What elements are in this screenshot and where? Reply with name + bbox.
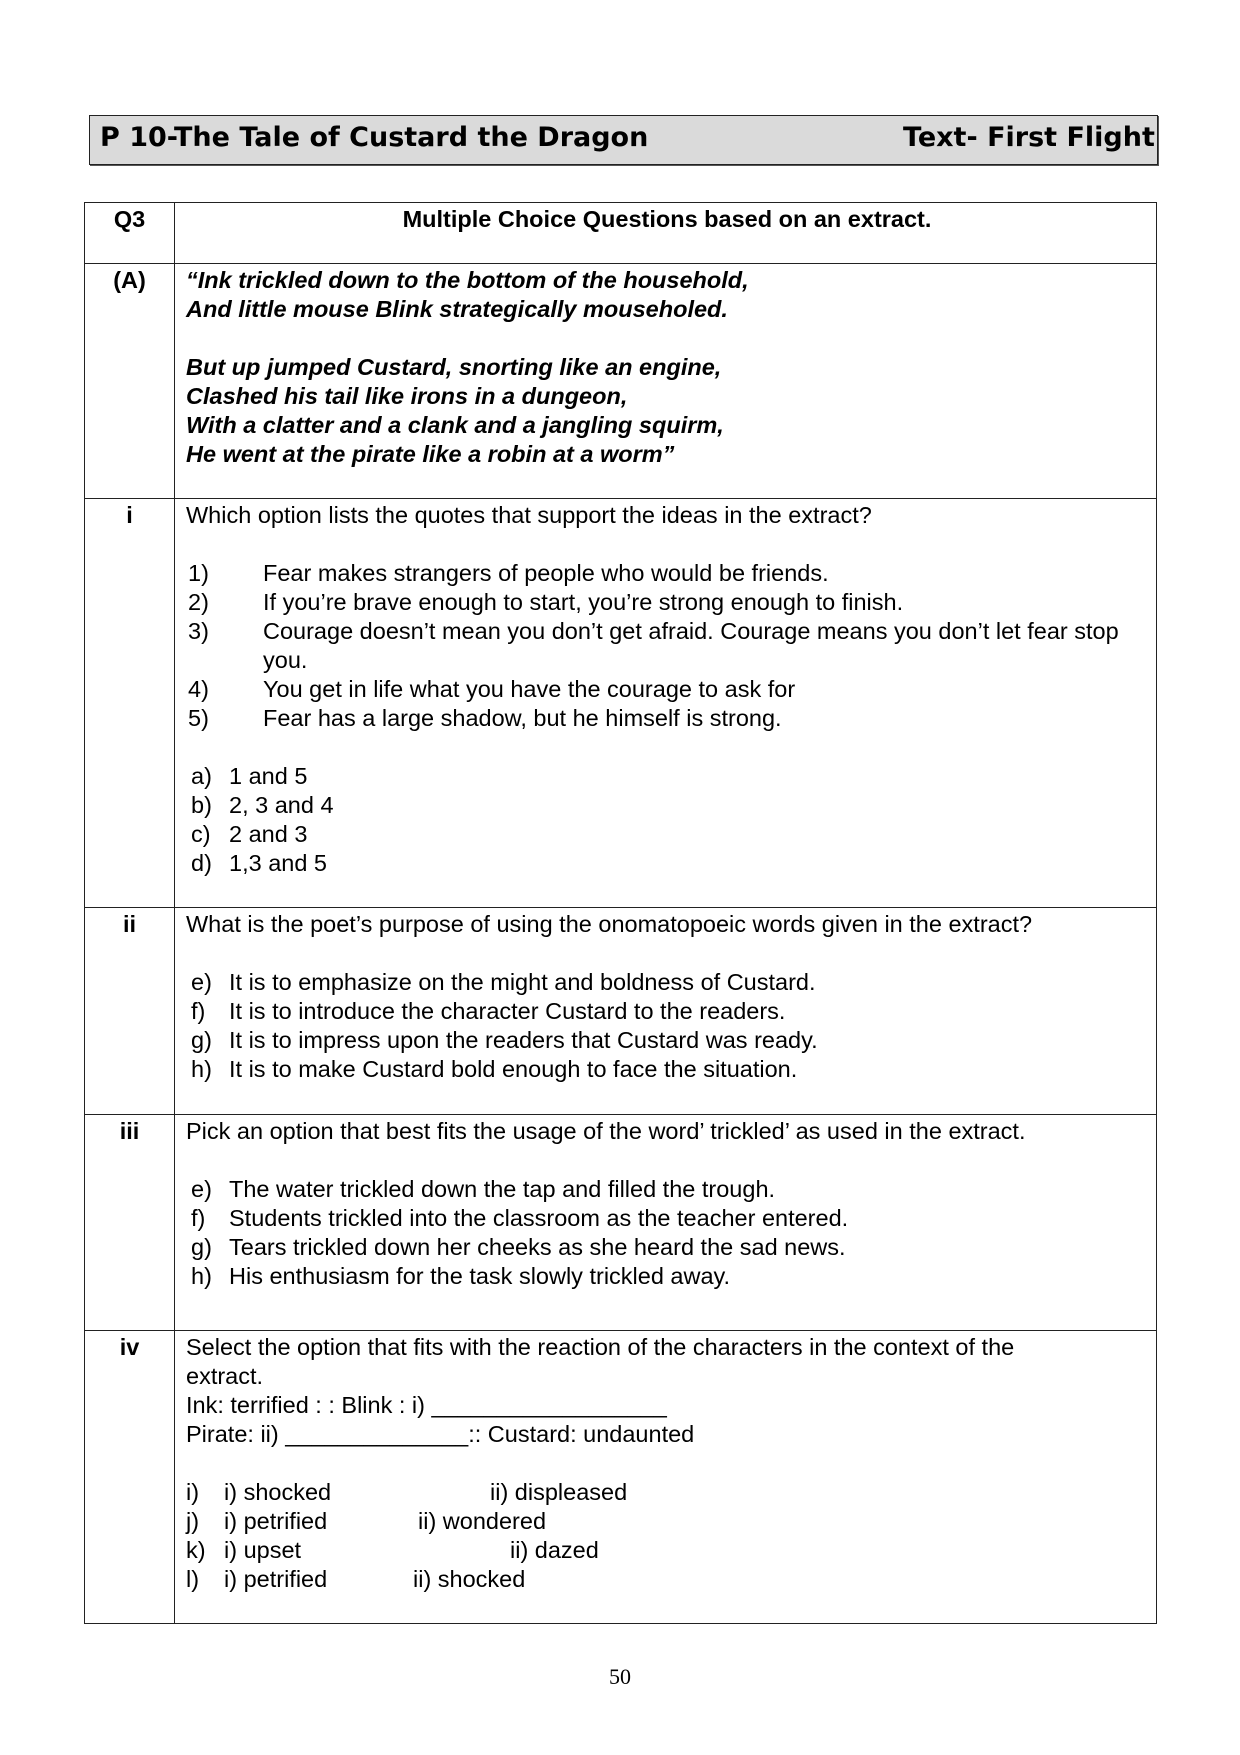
option-text: It is to make Custard bold enough to face the situation. [229, 1056, 798, 1082]
table-row [85, 1115, 1157, 1331]
option-letter: e) [191, 969, 212, 995]
analogy-line: Pirate: ii) ______________:: Custard: undaunted [186, 1421, 695, 1447]
answer-option[interactable] [191, 849, 1148, 878]
option-text: 2 and 3 [229, 821, 308, 847]
quote-text: If you’re brave enough to start, you’re strong enough to finish. [263, 589, 904, 615]
option-first: i) petrified [224, 1508, 328, 1534]
option-second: ii) displeased [490, 1479, 628, 1505]
answer-option[interactable] [191, 820, 1148, 849]
option-first: i) shocked [224, 1479, 332, 1505]
quote-number: 1) [188, 560, 209, 586]
table-row [85, 908, 1157, 1115]
answer-option[interactable] [191, 1233, 1148, 1262]
list-item [188, 559, 1148, 588]
quote-text: You get in life what you have the courage to ask for [263, 676, 796, 702]
answer-options [186, 968, 1148, 1084]
option-text: His enthusiasm for the task slowly trickled away. [229, 1263, 731, 1289]
answer-option[interactable] [191, 1175, 1148, 1204]
answer-option[interactable] [186, 1536, 1148, 1565]
list-item [188, 704, 1148, 733]
quote-number: 5) [188, 705, 209, 731]
option-letter: g) [191, 1234, 212, 1260]
page-number: 50 [609, 1664, 631, 1689]
answer-option[interactable] [191, 1262, 1148, 1291]
answer-option[interactable] [186, 1478, 1148, 1507]
table-row [85, 499, 1157, 908]
question-prompt: Which option lists the quotes that support the ideas in the extract? [186, 502, 872, 528]
option-letter: l) [186, 1566, 200, 1592]
question-body [175, 908, 1157, 1115]
option-letter: i) [186, 1479, 200, 1505]
option-letter: d) [191, 850, 212, 876]
answer-option[interactable] [191, 762, 1148, 791]
question-body [175, 1115, 1157, 1331]
option-text: 1,3 and 5 [229, 850, 328, 876]
analogy-line: Ink: terrified : : Blink : i) __________________ [186, 1392, 667, 1418]
answer-option[interactable] [191, 791, 1148, 820]
chapter-header [89, 115, 1158, 165]
question-number: iv [85, 1331, 175, 1624]
extract-line: “Ink trickled down to the bottom of the household, [186, 267, 749, 293]
option-letter: h) [191, 1056, 212, 1082]
answer-option[interactable] [191, 1204, 1148, 1233]
option-letter: g) [191, 1027, 212, 1053]
textbook-name: Text- First Flight [903, 122, 1155, 153]
option-second: ii) shocked [413, 1566, 526, 1592]
option-letter: e) [191, 1176, 212, 1202]
option-text: Students trickled into the classroom as the teacher entered. [229, 1205, 849, 1231]
poem-extract [175, 264, 1157, 499]
question-prompt-cont: extract. [186, 1363, 264, 1389]
extract-line: With a clatter and a clank and a jangling squirm, [186, 412, 724, 438]
option-letter: b) [191, 792, 212, 818]
table-row [85, 203, 1157, 264]
answer-option[interactable] [186, 1565, 1148, 1594]
option-text: 1 and 5 [229, 763, 308, 789]
list-item [188, 675, 1148, 704]
option-text: The water trickled down the tap and filled the trough. [229, 1176, 776, 1202]
question-table [84, 202, 1157, 1624]
question-number: Q3 [85, 203, 175, 264]
option-letter: f) [191, 1205, 206, 1231]
quote-list [186, 559, 1148, 733]
answer-option[interactable] [191, 1026, 1148, 1055]
quote-number: 3) [188, 618, 209, 644]
table-row [85, 264, 1157, 499]
option-letter: h) [191, 1263, 212, 1289]
option-second: ii) wondered [418, 1508, 547, 1534]
extract-label: (A) [85, 264, 175, 499]
option-first: i) petrified [224, 1566, 328, 1592]
answer-option[interactable] [186, 1507, 1148, 1536]
answer-options [186, 1478, 1148, 1594]
option-letter: c) [191, 821, 211, 847]
question-body [175, 1331, 1157, 1624]
question-number: ii [85, 908, 175, 1115]
section-heading: Multiple Choice Questions based on an extract. [175, 203, 1157, 264]
quote-text: Courage doesn’t mean you don’t get afraid. Courage means you don’t let fear stop you. [263, 618, 1119, 673]
table-row [85, 1331, 1157, 1624]
quote-number: 2) [188, 589, 209, 615]
option-text: It is to impress upon the readers that Custard was ready. [229, 1027, 818, 1053]
option-text: It is to introduce the character Custard to the readers. [229, 998, 786, 1024]
extract-line: He went at the pirate like a robin at a worm” [186, 441, 675, 467]
option-letter: k) [186, 1537, 206, 1563]
option-letter: j) [186, 1508, 200, 1534]
question-prompt: Pick an option that best fits the usage of the word’ trickled’ as used in the extract. [186, 1118, 1026, 1144]
list-item [188, 617, 1148, 675]
question-number: i [85, 499, 175, 908]
list-item [188, 588, 1148, 617]
answer-option[interactable] [191, 997, 1148, 1026]
answer-option[interactable] [191, 968, 1148, 997]
option-letter: f) [191, 998, 206, 1024]
option-second: ii) dazed [510, 1537, 599, 1563]
chapter-title: P 10-The Tale of Custard the Dragon [100, 122, 649, 153]
question-prompt: Select the option that fits with the reaction of the characters in the context of the [186, 1334, 1015, 1360]
answer-options [186, 762, 1148, 878]
answer-options [186, 1175, 1148, 1291]
option-first: i) upset [224, 1537, 302, 1563]
extract-line: Clashed his tail like irons in a dungeon, [186, 383, 628, 409]
question-prompt: What is the poet’s purpose of using the onomatopoeic words given in the extract? [186, 911, 1033, 937]
extract-line: But up jumped Custard, snorting like an engine, [186, 354, 722, 380]
option-text: Tears trickled down her cheeks as she heard the sad news. [229, 1234, 846, 1260]
quote-text: Fear has a large shadow, but he himself is strong. [263, 705, 782, 731]
answer-option[interactable] [191, 1055, 1148, 1084]
question-number: iii [85, 1115, 175, 1331]
question-body [175, 499, 1157, 908]
option-text: 2, 3 and 4 [229, 792, 334, 818]
option-text: It is to emphasize on the might and boldness of Custard. [229, 969, 816, 995]
option-letter: a) [191, 763, 212, 789]
quote-text: Fear makes strangers of people who would be friends. [263, 560, 829, 586]
extract-line: And little mouse Blink strategically mouseholed. [186, 296, 728, 322]
quote-number: 4) [188, 676, 209, 702]
